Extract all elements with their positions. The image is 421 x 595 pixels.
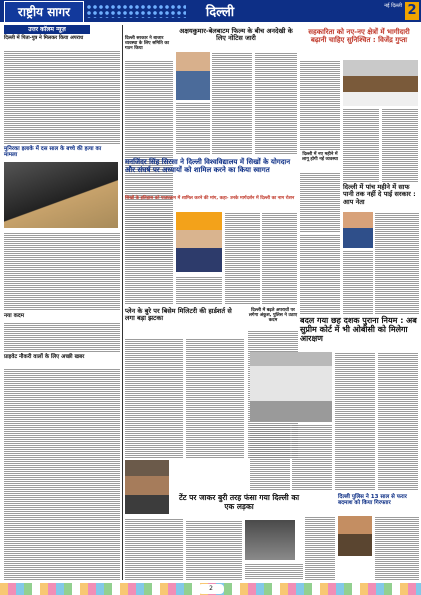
right-top-body-c [382, 108, 418, 182]
left-story2-body [4, 232, 120, 310]
right-top-side-body [300, 172, 340, 232]
bottom-mid-headline[interactable]: टेंट पर जाकर बुरी तरह फंसा गया दिल्ली का एक लड़का [178, 493, 300, 511]
center-mid-body-a [125, 212, 173, 304]
bottom-right-body-b [305, 516, 335, 580]
bottom-main-body-c [335, 352, 375, 490]
right-top-body-b [343, 108, 379, 182]
page-section-label: दिल्ली [205, 5, 235, 20]
bottom-main-photo [250, 352, 332, 422]
right-mid-body-c [343, 250, 373, 314]
bottom-right-photo [338, 516, 372, 556]
left-crime-photo [4, 162, 118, 228]
dot-pattern-decoration [86, 4, 186, 18]
right-mid-body-b [375, 212, 419, 314]
right-mid-headline[interactable]: दिल्ली में पांच महीने में साफ पानी तक नहीं दे पाई सरकार : आप नेता [343, 183, 416, 206]
left-story3-body [4, 322, 120, 352]
right-mid-photo [343, 212, 373, 248]
center-mid-headline[interactable]: मनजिंदर सिंह सिरसा ने दिल्ली विश्वविद्यालय में सिखों के योगदान और संघर्ष पर अध्यायों को शामिल करने का किया स्वागत [125, 158, 291, 175]
center-mid-body-b [225, 212, 260, 304]
column-divider [122, 25, 123, 580]
center-low-body-c [125, 518, 183, 580]
left-section-title: उत्तर काॅलम न्यूज़ [4, 25, 90, 34]
center-top-headline[interactable]: अक्षयकुमार-बेलबाटम फिल्म के बीच अनदेखी के लिए नोटिस जारी [179, 27, 293, 43]
center-low-photo [125, 460, 169, 514]
center-low-body-b [186, 338, 244, 458]
bottom-right-headline[interactable]: दिल्ली पुलिस ने 13 साल से फरार बदमाश को किया गिरफ्तार [338, 494, 407, 507]
center-mid-body-d [176, 276, 222, 304]
left-story2-headline[interactable]: मुनिरका इलाके में दस साल के बच्चे की हत्या का मामला [4, 146, 102, 159]
bottom-main-headline[interactable]: बदल गया छह दशक पुराना नियम : अब सुप्रीम कोर्ट में भी ओबीसी को मिलेगा आरक्षण [300, 316, 417, 344]
center-top-body-c [176, 102, 210, 154]
bottom-main-body-b [292, 424, 332, 490]
center-kicker-headline[interactable]: दिल्ली सरकार ने बाजार व्यवस्था के लिए समिति का गठन किया [125, 36, 170, 52]
footer-page-number: 2 [198, 584, 224, 594]
center-low-headline[interactable]: प्लेन के बुरे पर बिसेम मिलिटरी की हार्डशर्त से लगा बड़ा झटका [125, 307, 232, 323]
dateline: नई दिल्ली [384, 3, 402, 9]
bottom-main-body-d [378, 352, 418, 490]
right-mid-body-a [300, 234, 340, 314]
left-story3-headline[interactable]: नया कदम [4, 313, 25, 319]
right-top-side-headline[interactable]: दिल्ली में नए महीने में लागू होगी नई व्यवस्था [302, 152, 338, 163]
bottom-mid-photo [245, 520, 295, 560]
left-story4-headline[interactable]: प्राइवेट नौकरी वालों के लिए अच्छी खबर [4, 354, 85, 360]
right-top-body-a [300, 60, 340, 150]
center-top-photo [176, 52, 210, 100]
bottom-main-body-a [250, 424, 290, 490]
center-mid-strap: सिखों के इतिहास को पाठ्यक्रम में शामिल करने की मांग, कहा- उनके मार्गदर्शन में दिल्ली का नाम रोशन [125, 196, 295, 201]
center-mid-photo [176, 212, 222, 272]
center-low-body-a [125, 338, 183, 458]
bottom-mid-body-a [186, 520, 242, 580]
center-low-side-headline[interactable]: दिल्ली में बढ़ते अपराधों पर लगेगा अंकुश, पुलिस ने उठाए कदम [248, 308, 298, 324]
newspaper-logo[interactable]: राष्ट्रीय सागर [4, 1, 84, 23]
left-story1-body [4, 50, 120, 144]
bottom-right-body [375, 516, 419, 580]
center-mid-body-c [262, 212, 297, 304]
right-top-photo [343, 60, 418, 106]
center-top-body-b [255, 52, 297, 154]
bottom-mid-body-b [245, 563, 303, 580]
center-top-body-a [212, 52, 252, 154]
left-story1-headline[interactable]: दिल्ली में पिता-पुत्र ने मिलकर किया अपराध [4, 35, 84, 41]
right-top-headline[interactable]: सहकारिता को नए-नए क्षेत्रों में भागीदारी बढ़ानी चाहिए सुनिश्चित : विजेंद्र गुप्ता [308, 28, 410, 45]
left-story4-body [4, 368, 120, 580]
page-number: 2 [405, 2, 419, 20]
